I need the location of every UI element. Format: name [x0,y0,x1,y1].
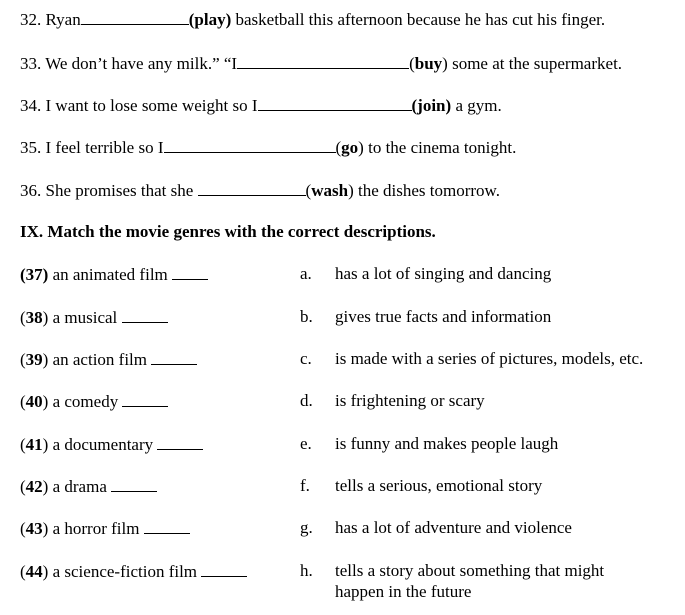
answer-blank[interactable] [164,137,336,153]
sentence-start: She promises that she [45,181,194,200]
answer-blank[interactable] [122,391,168,407]
item-number-inner: 39 [25,350,43,369]
answer-blank[interactable] [172,264,208,280]
item-number-inner: 42 [25,477,43,496]
sentence-end: to the cinema tonight. [368,138,517,157]
genre-label: a horror film [52,519,140,538]
desc-letter: d. [300,391,313,410]
description-f: tells a serious, emotional story [335,476,543,495]
item-number-inner: 38 [25,308,43,327]
sentence-start: Ryan [45,10,81,29]
desc-letter: a. [300,264,312,283]
genre-item-39: (39) an action film [20,349,197,370]
answer-blank[interactable] [201,561,247,577]
genre-label: a science-fiction film [52,562,198,581]
sentence-34: 34. I want to lose some weight so I (join) a gym. [20,96,502,115]
item-number: 33. [20,54,42,73]
sentence-end: a gym. [455,96,502,115]
sentence-end: the dishes tomorrow. [358,181,500,200]
desc-letter: c. [300,349,312,368]
sentence-35: 35. I feel terrible so I (go) to the cinema tonight. [20,138,517,157]
sentence-33: 33. We don’t have any milk.” “I (buy) some at the supermarket. [20,54,623,73]
genre-item-43: (43) a horror film [20,518,190,539]
answer-blank[interactable] [81,9,189,25]
genre-label: a drama [52,477,107,496]
description-c: is made with a series of pictures, models, etc. [335,349,644,368]
genre-label: a comedy [52,392,119,411]
description-a: has a lot of singing and dancing [335,264,552,283]
desc-letter: e. [300,434,312,453]
item-number-inner: 44 [25,562,43,581]
item-number-inner: 40 [25,392,43,411]
answer-blank[interactable] [144,518,190,534]
desc-letter: g. [300,518,313,537]
description-h: tells a story about something that might [335,561,605,580]
genre-item-38: (38) a musical [20,307,168,328]
sentence-36: 36. She promises that she (wash) the dishes tomorrow. [20,181,500,200]
genre-label: an animated film [52,265,168,284]
answer-blank[interactable] [237,53,409,69]
sentence-start: We don’t have any milk.” “I [45,54,238,73]
genre-item-37 [20,264,208,285]
sentence-end: some at the supermarket. [452,54,623,73]
genre-label: a documentary [52,435,154,454]
desc-letter: f. [300,476,310,495]
description-h-continued: happen in the future [335,582,472,601]
description-d: is frightening or scary [335,391,485,410]
item-number: 35. [20,138,42,157]
verb-hint: buy [414,54,443,73]
answer-blank[interactable] [157,434,203,450]
item-number: 36. [20,181,42,200]
genre-item-44: (44) a science-fiction film [20,561,247,582]
desc-letter: h. [300,561,313,580]
item-number-inner: 43 [25,519,43,538]
sentence-32: 32. Ryan (play) basketball this afternoon because he has cut his finger. [20,10,606,29]
genre-item-40: (40) a comedy [20,391,168,412]
genre-item-41: (41) a documentary [20,434,203,455]
sentence-start: I feel terrible so I [45,138,164,157]
genre-label: a musical [52,308,118,327]
verb-hint: play [194,10,226,29]
genre-label: an action film [52,350,148,369]
desc-letter: b. [300,307,313,326]
item-number: (37) [20,265,49,284]
genre-item-42: (42) a drama [20,476,157,497]
description-e: is funny and makes people laugh [335,434,559,453]
description-b: gives true facts and information [335,307,552,326]
item-number: 34. [20,96,42,115]
sentence-end: basketball this afternoon because he has cut his finger. [235,10,606,29]
answer-blank[interactable] [198,180,306,196]
section-heading: IX. Match the movie genres with the correct descriptions. [20,222,436,241]
verb-hint: go [341,138,359,157]
item-number-inner: 41 [25,435,43,454]
answer-blank[interactable] [151,349,197,365]
answer-blank[interactable] [111,476,157,492]
verb-hint: join [417,96,446,115]
verb-hint: wash [311,181,349,200]
answer-blank[interactable] [122,307,168,323]
sentence-start: I want to lose some weight so I [45,96,258,115]
item-number: 32. [20,10,42,29]
answer-blank[interactable] [258,95,412,111]
description-g: has a lot of adventure and violence [335,518,572,537]
